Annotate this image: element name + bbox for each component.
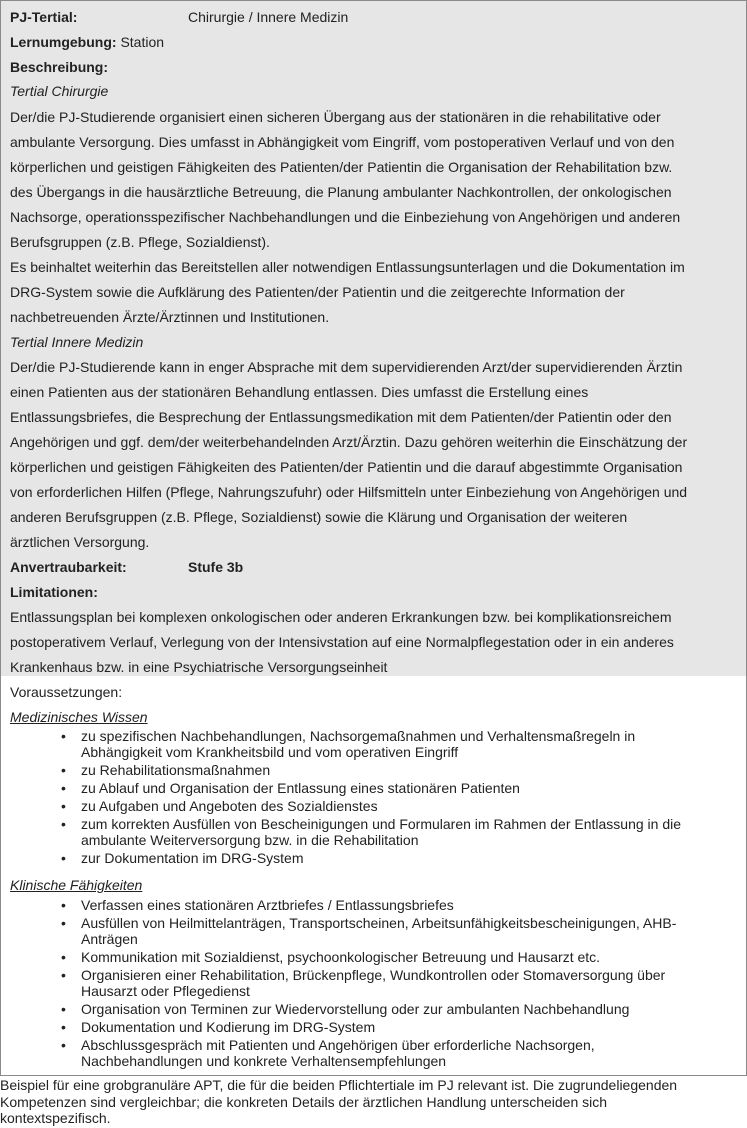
faehigkeiten-heading: Klinische Fähigkeiten bbox=[10, 877, 143, 893]
list-item bbox=[81, 816, 731, 848]
text-line: Nachsorge, operationsspezifischer Nachbehandlungen und die Einbeziehung von Angehörigen und anderen bbox=[10, 209, 681, 225]
text-line: Der/die PJ-Studierende kann in enger Absprache mit dem supervidierenden Arzt/der supervidierenden Ärztin bbox=[10, 359, 683, 375]
figure-caption bbox=[0, 1077, 747, 1127]
text-line: Krankenhaus bzw. in eine Psychiatrische Versorgungseinheit bbox=[10, 659, 388, 675]
list-item-line: • Organisation von Terminen zur Wiedervorstellung oder zur ambulanten Nachbehandlung bbox=[81, 1001, 630, 1017]
list-item-line: • Verfassen eines stationären Arztbriefes / Entlassungsbriefes bbox=[81, 897, 454, 913]
caption-line: kontextspezifisch. bbox=[0, 1110, 111, 1126]
text-line: Angehörigen und ggf. dem/der weiterbehandelnden Arzt/Ärztin. Dazu gehören weiterhin die Einschätzung der bbox=[10, 434, 688, 450]
text-line: postoperativem Verlauf, Verlegung von der Intensivstation auf eine Normalpflegestation oder in ein anderes bbox=[10, 634, 674, 650]
caption-line: Kompetenzen sind vergleichbar; die konkreten Details der ärztlichen Handlung unterscheiden sich bbox=[0, 1093, 608, 1110]
list-item-line: Anträgen bbox=[81, 931, 138, 947]
list-item-line: • zu Aufgaben und Angeboten des Sozialdienstes bbox=[81, 798, 378, 814]
list-item-line: Nachbehandlungen und konkrete Verhaltensempfehlungen bbox=[81, 1053, 447, 1069]
list-item-line: • zur Dokumentation im DRG-System bbox=[81, 850, 304, 866]
list-item bbox=[81, 1001, 731, 1017]
caption-line: Beispiel für eine grobgranuläre APT, die für die beiden Pflichtertiale im PJ relevant ist. Die zugrundeliegenden bbox=[0, 1077, 678, 1093]
list-item-line: ambulante Weiterversorgung bzw. in die Rehabilitation bbox=[81, 832, 419, 848]
list-item-line: • zu Ablauf und Organisation der Entlassung eines stationären Patienten bbox=[81, 780, 520, 796]
list-item-line: • Dokumentation und Kodierung im DRG-System bbox=[81, 1019, 376, 1035]
list-item-line: Abhängigkeit vom Krankheitsbild und vom operativen Eingriff bbox=[81, 744, 459, 760]
text-line: einen Patienten aus der stationären Behandlung entlassen. Dies umfasst die Erstellung eines bbox=[10, 384, 589, 400]
text-line: Berufsgruppen (z.B. Pflege, Sozialdienst). bbox=[10, 234, 270, 250]
text-line: DRG-System sowie die Aufklärung des Patienten/der Patientin und die zeitgerechte Information der bbox=[10, 284, 625, 300]
limitationen-label: Limitationen: bbox=[10, 584, 98, 600]
text-line: von erforderlichen Hilfen (Pflege, Nahrungszufuhr) oder Hilfsmitteln unter Einbeziehung von Angehörigen und bbox=[10, 484, 688, 500]
list-item-line: • Kommunikation mit Sozialdienst, psychoonkologischer Betreuung und Hausarzt etc. bbox=[81, 949, 601, 965]
wissen-heading: Medizinisches Wissen bbox=[10, 709, 148, 725]
list-item bbox=[81, 897, 731, 913]
list-item bbox=[81, 1019, 731, 1035]
chirurgie-heading: Tertial Chirurgie bbox=[10, 83, 109, 99]
list-item-line: • Organisieren einer Rehabilitation, Brückenpflege, Wundkontrollen oder Stomaversorgung über bbox=[81, 967, 666, 983]
list-item bbox=[81, 728, 731, 760]
anvertraubarkeit-label: Anvertraubarkeit: bbox=[10, 559, 127, 575]
list-item-line: • zum korrekten Ausfüllen von Bescheinigungen und Formularen im Rahmen der Entlassung in die bbox=[81, 816, 682, 832]
anvertraubarkeit-value: Stufe 3b bbox=[188, 559, 244, 575]
voraussetzungen-box bbox=[0, 676, 747, 1076]
innere-heading: Tertial Innere Medizin bbox=[10, 334, 144, 350]
text-line: nachbetreuenden Ärzte/Ärztinnen und Institutionen. bbox=[10, 309, 330, 325]
list-item bbox=[81, 949, 731, 965]
list-item bbox=[81, 967, 731, 999]
list-item-line: • zu spezifischen Nachbehandlungen, Nachsorgemaßnahmen und Verhaltensmaßregeln in bbox=[81, 728, 636, 744]
text-line: körperlichen und geistigen Fähigkeiten des Patienten/der Patientin und die darauf abgestimmte Organisation bbox=[10, 459, 683, 475]
list-item bbox=[81, 798, 731, 814]
list-item-line: Hausarzt oder Pflegedienst bbox=[81, 983, 250, 999]
list-item bbox=[81, 780, 731, 796]
pj-tertial-value: Chirurgie / Innere Medizin bbox=[188, 9, 349, 25]
pj-tertial-label: PJ-Tertial: bbox=[10, 9, 78, 25]
lernumgebung-value: Station bbox=[120, 34, 165, 50]
lernumgebung-row bbox=[10, 34, 164, 50]
list-item bbox=[81, 1037, 731, 1069]
text-line: Es beinhaltet weiterhin das Bereitstellen aller notwendigen Entlassungsunterlagen und die Dokumentation im bbox=[10, 259, 685, 275]
list-item-line: • Abschlussgespräch mit Patienten und Angehörigen über erforderliche Nachsorgen, bbox=[81, 1037, 595, 1053]
list-item-line: • Ausfüllen von Heilmittelanträgen, Transportscheinen, Arbeitsunfähigkeitsbescheinigungen, AHB- bbox=[81, 915, 677, 931]
lernumgebung-label: Lernumgebung: bbox=[10, 34, 117, 50]
list-item bbox=[81, 915, 731, 947]
voraussetzungen-label: Voraussetzungen: bbox=[10, 684, 123, 700]
text-line: des Übergangs in die hausärztliche Betreuung, die Planung ambulanter Nachkontrollen, der onkologischen bbox=[10, 184, 672, 200]
text-line: körperlichen und geistigen Fähigkeiten des Patienten/der Patientin die Organisation der Rehabilitation bzw. bbox=[10, 159, 673, 175]
list-item-line: • zu Rehabilitationsmaßnahmen bbox=[81, 762, 271, 778]
beschreibung-label: Beschreibung: bbox=[10, 59, 109, 75]
text-line: ärztlichen Versorgung. bbox=[10, 534, 150, 550]
text-line: Entlassungsplan bei komplexen onkologischen oder anderen Erkrankungen bzw. bei komplikationsreichem bbox=[10, 609, 672, 625]
text-line: ambulante Versorgung. Dies umfasst in Abhängigkeit vom Eingriff, vom postoperativen Verlauf und von den bbox=[10, 134, 675, 150]
text-line: Entlassungsbriefes, die Besprechung der Entlassungsmedikation mit dem Patienten/der Patientin oder den bbox=[10, 409, 672, 425]
text-line: Der/die PJ-Studierende organisiert einen sicheren Übergang aus der stationären in die rehabilitative oder bbox=[10, 109, 661, 125]
text-line: anderen Berufsgruppen (z.B. Pflege, Sozialdienst) sowie die Klärung und Organisation der weiteren bbox=[10, 509, 628, 525]
list-item bbox=[81, 762, 731, 778]
list-item bbox=[81, 850, 731, 866]
